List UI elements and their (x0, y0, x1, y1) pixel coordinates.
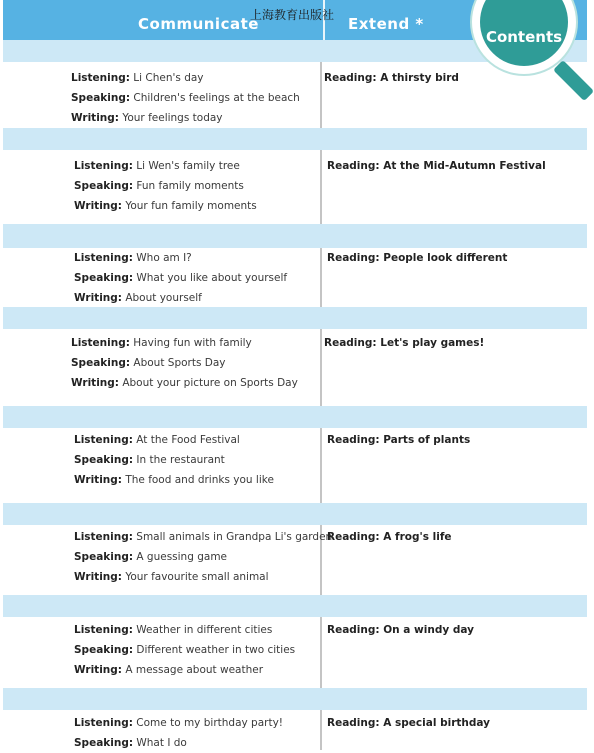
communicate-cell (74, 430, 274, 490)
speaking-text: What you like about yourself (133, 272, 288, 284)
speaking-line (74, 640, 295, 660)
communicate-cell (71, 333, 298, 393)
extend-cell (324, 333, 484, 353)
communicate-cell (74, 620, 295, 680)
writing-text: The food and drinks you like (121, 474, 274, 486)
unit-row (3, 150, 587, 224)
extend-cell (324, 68, 459, 88)
speaking-text: Fun family moments (133, 180, 244, 192)
writing-text: Your fun family moments (121, 200, 257, 212)
communicate-cell (74, 248, 287, 308)
row-separator (3, 224, 587, 248)
writing-line (71, 373, 298, 393)
writing-text: Your feelings today (118, 112, 223, 124)
writing-label: Writing: (71, 112, 119, 124)
reading-text: Reading: A special birthday (327, 717, 490, 729)
listening-line (71, 68, 300, 88)
listening-label: Listening: (74, 434, 133, 446)
speaking-line (74, 547, 332, 567)
listening-line (71, 333, 298, 353)
listening-text: Small animals in Grandpa Li's garden (132, 531, 333, 543)
column-divider (320, 710, 322, 750)
row-separator (3, 503, 587, 525)
contents-badge-circle (480, 0, 568, 66)
extend-cell (327, 527, 452, 547)
speaking-label: Speaking: (71, 92, 131, 104)
writing-label: Writing: (74, 200, 122, 212)
column-divider (320, 428, 322, 503)
listening-text: At the Food Festival (132, 434, 240, 446)
writing-line (74, 470, 274, 490)
writing-text: Your favourite small animal (121, 571, 269, 583)
unit-row (3, 329, 587, 406)
speaking-line (71, 88, 300, 108)
speaking-label: Speaking: (74, 272, 134, 284)
column-divider (320, 150, 322, 224)
speaking-label: Speaking: (71, 357, 131, 369)
speaking-line (74, 450, 274, 470)
listening-label: Listening: (74, 531, 133, 543)
unit-row (3, 525, 587, 595)
listening-text: Li Wen's family tree (132, 160, 240, 172)
listening-text: Having fun with family (129, 337, 252, 349)
reading-text: Reading: A frog's life (327, 531, 452, 543)
listening-line (74, 713, 283, 733)
writing-label: Writing: (71, 377, 119, 389)
writing-text: A message about weather (121, 664, 264, 676)
listening-line (74, 430, 274, 450)
writing-line (74, 288, 287, 308)
listening-label: Listening: (74, 252, 133, 264)
writing-line (74, 196, 257, 216)
unit-row (3, 62, 587, 128)
row-separator (3, 595, 587, 617)
communicate-cell (74, 156, 257, 216)
writing-text: About yourself (121, 292, 202, 304)
writing-line (71, 108, 300, 128)
extend-cell (327, 248, 507, 268)
speaking-text: What I do (133, 737, 187, 749)
row-separator (3, 406, 587, 428)
writing-label: Writing: (74, 571, 122, 583)
speaking-line (74, 176, 257, 196)
reading-text: Reading: Let's play games! (324, 337, 485, 349)
listening-text: Who am I? (132, 252, 192, 264)
extend-cell (327, 713, 490, 733)
column-divider (320, 248, 322, 307)
speaking-text: In the restaurant (133, 454, 225, 466)
extend-cell (327, 156, 546, 176)
writing-line (74, 660, 295, 680)
reading-text: Reading: People look different (327, 252, 508, 264)
publisher-name: 上海教育出版社 (250, 8, 335, 22)
listening-line (74, 156, 257, 176)
row-separator (3, 307, 587, 329)
listening-label: Listening: (74, 717, 133, 729)
listening-text: Come to my birthday party! (132, 717, 284, 729)
speaking-line (74, 268, 287, 288)
listening-label: Listening: (74, 624, 133, 636)
extend-column-heading: Extend * (348, 15, 424, 33)
communicate-cell (71, 68, 300, 128)
unit-row (3, 428, 587, 503)
listening-label: Listening: (71, 337, 130, 349)
row-separator (3, 688, 587, 710)
speaking-text: About Sports Day (130, 357, 226, 369)
extend-cell (327, 430, 470, 450)
listening-line (74, 620, 295, 640)
speaking-text: A guessing game (133, 551, 228, 563)
speaking-line (74, 733, 283, 753)
listening-line (74, 527, 332, 547)
speaking-label: Speaking: (74, 644, 134, 656)
reading-text: Reading: At the Mid-Autumn Festival (327, 160, 546, 172)
speaking-label: Speaking: (74, 454, 134, 466)
listening-text: Weather in different cities (132, 624, 273, 636)
unit-row (3, 617, 587, 688)
communicate-column-heading: Communicate (138, 15, 259, 33)
listening-text: Li Chen's day (129, 72, 204, 84)
writing-label: Writing: (74, 474, 122, 486)
column-divider (320, 617, 322, 688)
speaking-label: Speaking: (74, 551, 134, 563)
writing-line (74, 567, 332, 587)
unit-row (3, 248, 587, 307)
writing-label: Writing: (74, 664, 122, 676)
listening-label: Listening: (71, 72, 130, 84)
reading-text: Reading: Parts of plants (327, 434, 471, 446)
reading-text: Reading: On a windy day (327, 624, 474, 636)
extend-cell (327, 620, 474, 640)
speaking-label: Speaking: (74, 737, 134, 749)
listening-line (74, 248, 287, 268)
reading-text: Reading: A thirsty bird (324, 72, 459, 84)
column-divider (320, 329, 322, 406)
speaking-line (71, 353, 298, 373)
column-divider (320, 62, 322, 128)
speaking-text: Different weather in two cities (133, 644, 296, 656)
row-separator (3, 128, 587, 150)
listening-label: Listening: (74, 160, 133, 172)
speaking-text: Children's feelings at the beach (130, 92, 300, 104)
writing-text: About your picture on Sports Day (118, 377, 298, 389)
writing-label: Writing: (74, 292, 122, 304)
unit-row (3, 710, 587, 750)
contents-label: Contents (485, 28, 563, 46)
speaking-label: Speaking: (74, 180, 134, 192)
communicate-cell (74, 527, 332, 587)
communicate-cell (74, 713, 283, 753)
